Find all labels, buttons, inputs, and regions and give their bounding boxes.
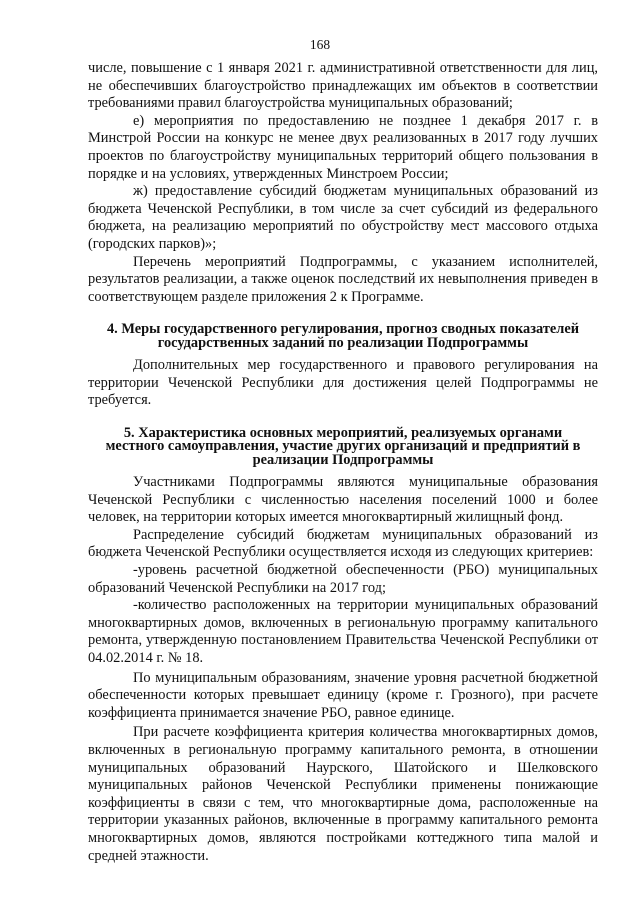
paragraph-item-zh: ж) предоставление субсидий бюджетам муниципальных образований из бюджета Чеченской Республики, в том числе за счет субсидий из федерального бюджета, на реализацию мероприятий по обустройству мест массового отдыха (городских парков)»; — [88, 183, 598, 252]
section-heading-4: 4. Меры государственного регулирования, прогноз сводных показателей государственных заданий по реализации Подпрограммы — [106, 321, 580, 352]
paragraph-participants: Участниками Подпрограммы являются муниципальные образования Чеченской Республики с численностью населения поселений 1000 и более человек, на территории которых имеется многоквартирный жилищный фонд. — [88, 474, 598, 526]
paragraph-criterion-rbo: -уровень расчетной бюджетной обеспеченности (РБО) муниципальных образований Чеченской Республики на 2017 год; — [88, 562, 598, 596]
section-heading-5: 5. Характеристика основных мероприятий, реализуемых органами местного самоуправления, участие других организаций и предприятий в реализации Подпрограммы — [105, 424, 581, 469]
paragraph-item-e: е) мероприятия по предоставлению не позднее 1 декабря 2017 г. в Минстрой России на конкурс не менее двух реализованных в 2017 году лучших проектов по благоустройству муниципальных территорий общего пользования в порядке и на условиях, утвержденных Минстроем России; — [88, 112, 598, 182]
paragraph-criterion-houses: -количество расположенных на территории муниципальных образований многоквартирных домов, включенных в региональную программу капитального ремонта, утвержденную постановлением Правительства Чеченской Республики от 04.02.2014 г. № 18. — [88, 597, 598, 667]
paragraph-coefficient: При расчете коэффициента критерия количества многоквартирных домов, включенных в региональную программу капитального ремонта, в отношении муниципальных образований Наурского, Шатойского и Шелковского муниципальных районов Чеченской Республики применены понижающие коэффициенты в связи с тем, что многоквартирные дома, расположенные на территории указанных районов, включенные в программу капитального ремонта многоквартирных домов, являются постройками коттеджного типа малой и средней этажности. — [88, 724, 598, 864]
paragraph-no-additional-measures: Дополнительных мер государственного и правового регулирования на территории Чеченской Республики для достижения целей Подпрограммы не требуется. — [88, 356, 598, 409]
page-number: 168 — [309, 37, 331, 52]
paragraph-distribution: Распределение субсидий бюджетам муниципальных образований из бюджета Чеченской Республики осуществляется исходя из следующих критериев: — [88, 526, 598, 561]
paragraph-measures-list: Перечень мероприятий Подпрограммы, с указанием исполнителей, результатов реализации, а также оценок последствий их невыполнения приведен в соответствующем разделе приложения 2 к Программе. — [88, 253, 598, 305]
document-body — [88, 60, 598, 865]
paragraph-rbo-value: По муниципальным образованиям, значение уровня расчетной бюджетной обеспеченности которых превышает единицу (кроме г. Грозного), при расчете коэффициента принимается значение РБО, равное единице. — [88, 669, 598, 721]
paragraph-continuation: числе, повышение с 1 января 2021 г. административной ответственности для лиц, не обеспечивших благоустройство принадлежащих им объектов в соответствии требованиями правил благоустройства муниципальных образований; — [88, 60, 598, 112]
